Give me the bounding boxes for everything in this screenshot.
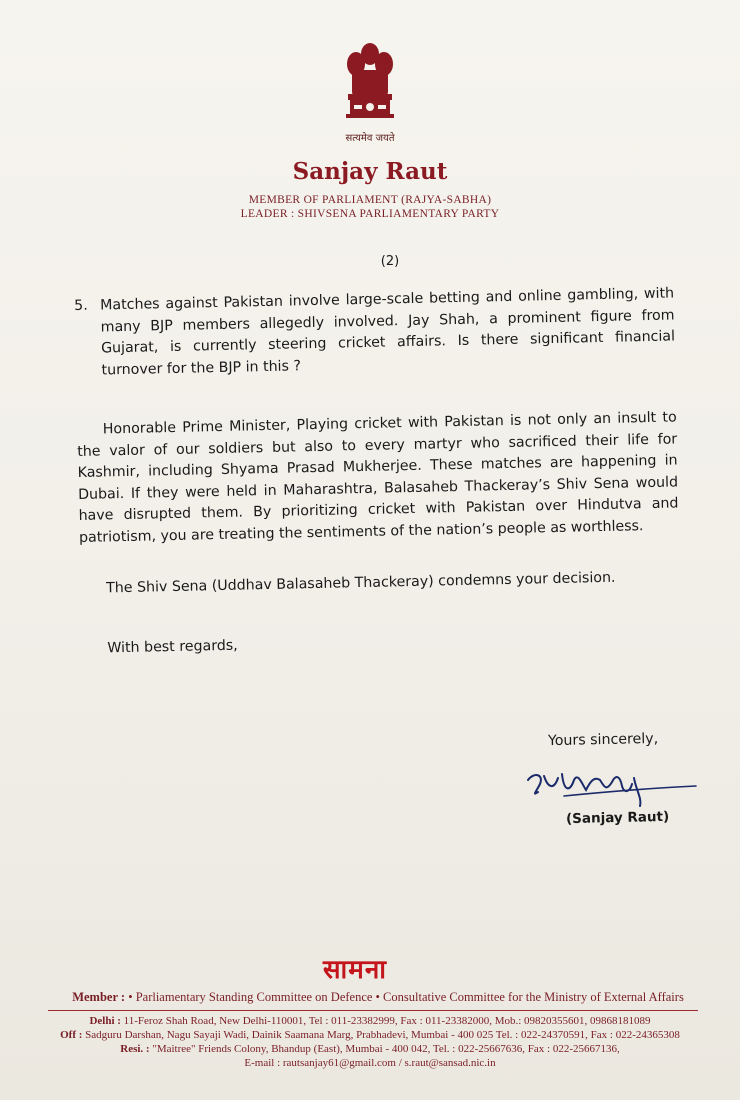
condemn-paragraph: The Shiv Sena (Uddhav Balasaheb Thackeray) condemns your decision.: [105, 569, 616, 597]
delhi-label: Delhi :: [89, 1015, 121, 1027]
member-label: Member :: [72, 990, 126, 1004]
office-address: [0, 1028, 740, 1042]
office-text: Sadguru Darshan, Nagu Sayaji Wadi, Dainik Saamana Marg, Prabhadevi, Mumbai - 400 025 Tel. : 022-24370591, Fax : 022-24365308: [85, 1029, 680, 1041]
national-emblem-icon: [340, 36, 400, 132]
signatory-name: (Sanjay Raut): [565, 808, 670, 828]
handwritten-signature: [524, 762, 700, 812]
email-line: E-mail : rautsanjay61@gmail.com / s.raut@sansad.nic.in: [244, 1057, 496, 1069]
point-number: 5.: [74, 297, 88, 314]
numbered-point: [74, 283, 676, 382]
letter-body: [74, 283, 681, 659]
delhi-text: 11-Feroz Shah Road, New Delhi-110001, Tel : 011-23382999, Fax : 011-23382000, Mob.: 09820355601, 09868181089: [123, 1015, 651, 1027]
member-text: • Parliamentary Standing Committee on Defence • Consultative Committee for the Ministry of External Affairs: [128, 990, 684, 1004]
footer-divider: [48, 1010, 698, 1011]
regards-line: With best regards,: [107, 637, 238, 656]
committee-membership: [0, 990, 740, 1005]
saamana-logo: सामना: [322, 955, 388, 985]
point-text: Matches against Pakistan involve large-scale betting and online gambling, with many BJP members allegedly involved. Jay Shah, a prominent figure from Gujarat, is currently steering cricket affairs. Is there significant financial turnover for the BJP in this ?: [100, 285, 676, 378]
page-number: (2): [380, 254, 400, 269]
delhi-address: [0, 1014, 740, 1028]
residence-label: Resi. :: [120, 1043, 150, 1055]
office-label: Off :: [60, 1029, 83, 1041]
sender-name: Sanjay Raut: [292, 158, 448, 185]
emblem-motto: सत्यमेव जयते: [345, 133, 395, 144]
yours-sincerely: Yours sincerely,: [547, 730, 659, 750]
residence-address: [0, 1042, 740, 1056]
body-paragraph: Honorable Prime Minister, Playing cricket with Pakistan is not only an insult to the valor of our soldiers but also to every martyr who sacrificed their life for Kashmir, including Shyama Prasad Mukherjee. These matches are happening in Dubai. If they were held in Maharashtra, Balasaheb Thackeray’s Shiv Sena would have disrupted them. By prioritizing cricket with Pakistan over Hindutva and patriotism, you are treating the sentiments of the nation’s people as worthless.: [77, 409, 679, 546]
designation-line-2: LEADER : SHIVSENA PARLIAMENTARY PARTY: [240, 208, 500, 220]
residence-text: "Maitree" Friends Colony, Bhandup (East), Mumbai - 400 042, Tel. : 022-25667636, Fax : 022-25667136,: [152, 1043, 620, 1055]
designation-line-1: MEMBER OF PARLIAMENT (RAJYA-SABHA): [248, 194, 492, 206]
